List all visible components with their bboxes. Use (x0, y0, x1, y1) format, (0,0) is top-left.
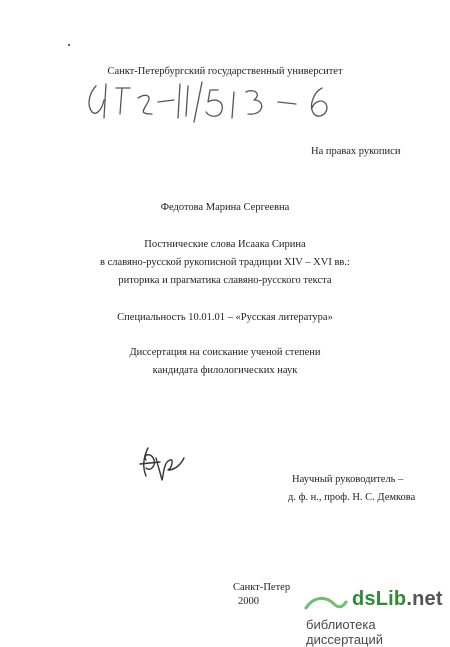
title-line-3: риторика и прагматика славяно-русского текста (118, 275, 332, 286)
author-name: Федотова Марина Сергеевна (160, 202, 290, 213)
title-line-2: в славяно-русской рукописной традиции XIV – XVI вв.: (100, 257, 350, 268)
footer-year: 2000 (238, 596, 259, 607)
advisor-name: д. ф. н., проф. Н. С. Демкова (288, 492, 416, 503)
university-name: Санкт-Петербургский государственный университет (107, 66, 343, 77)
dslib-subtitle: библиотека диссертаций (306, 617, 384, 647)
dslib-logo-text: dsLib.net (352, 588, 443, 610)
dslib-watermark (300, 586, 450, 647)
advisor-label: Научный руководитель – (292, 474, 404, 485)
specialty: Специальность 10.01.01 – «Русская литература» (117, 312, 333, 323)
handwritten-archive-number (82, 78, 382, 128)
footer-city: Санкт-Петер (233, 582, 291, 593)
handwritten-signature (138, 446, 188, 482)
manuscript-rights-note: На правах рукописи (311, 146, 401, 157)
scan-speck (68, 44, 70, 46)
dissertation-line-2: кандидата филологических наук (152, 365, 298, 376)
dslib-logo-icon (304, 594, 348, 612)
title-line-1: Постнические слова Исаака Сирина (144, 239, 306, 250)
dissertation-line-1: Диссертация на соискание ученой степени (129, 347, 321, 358)
